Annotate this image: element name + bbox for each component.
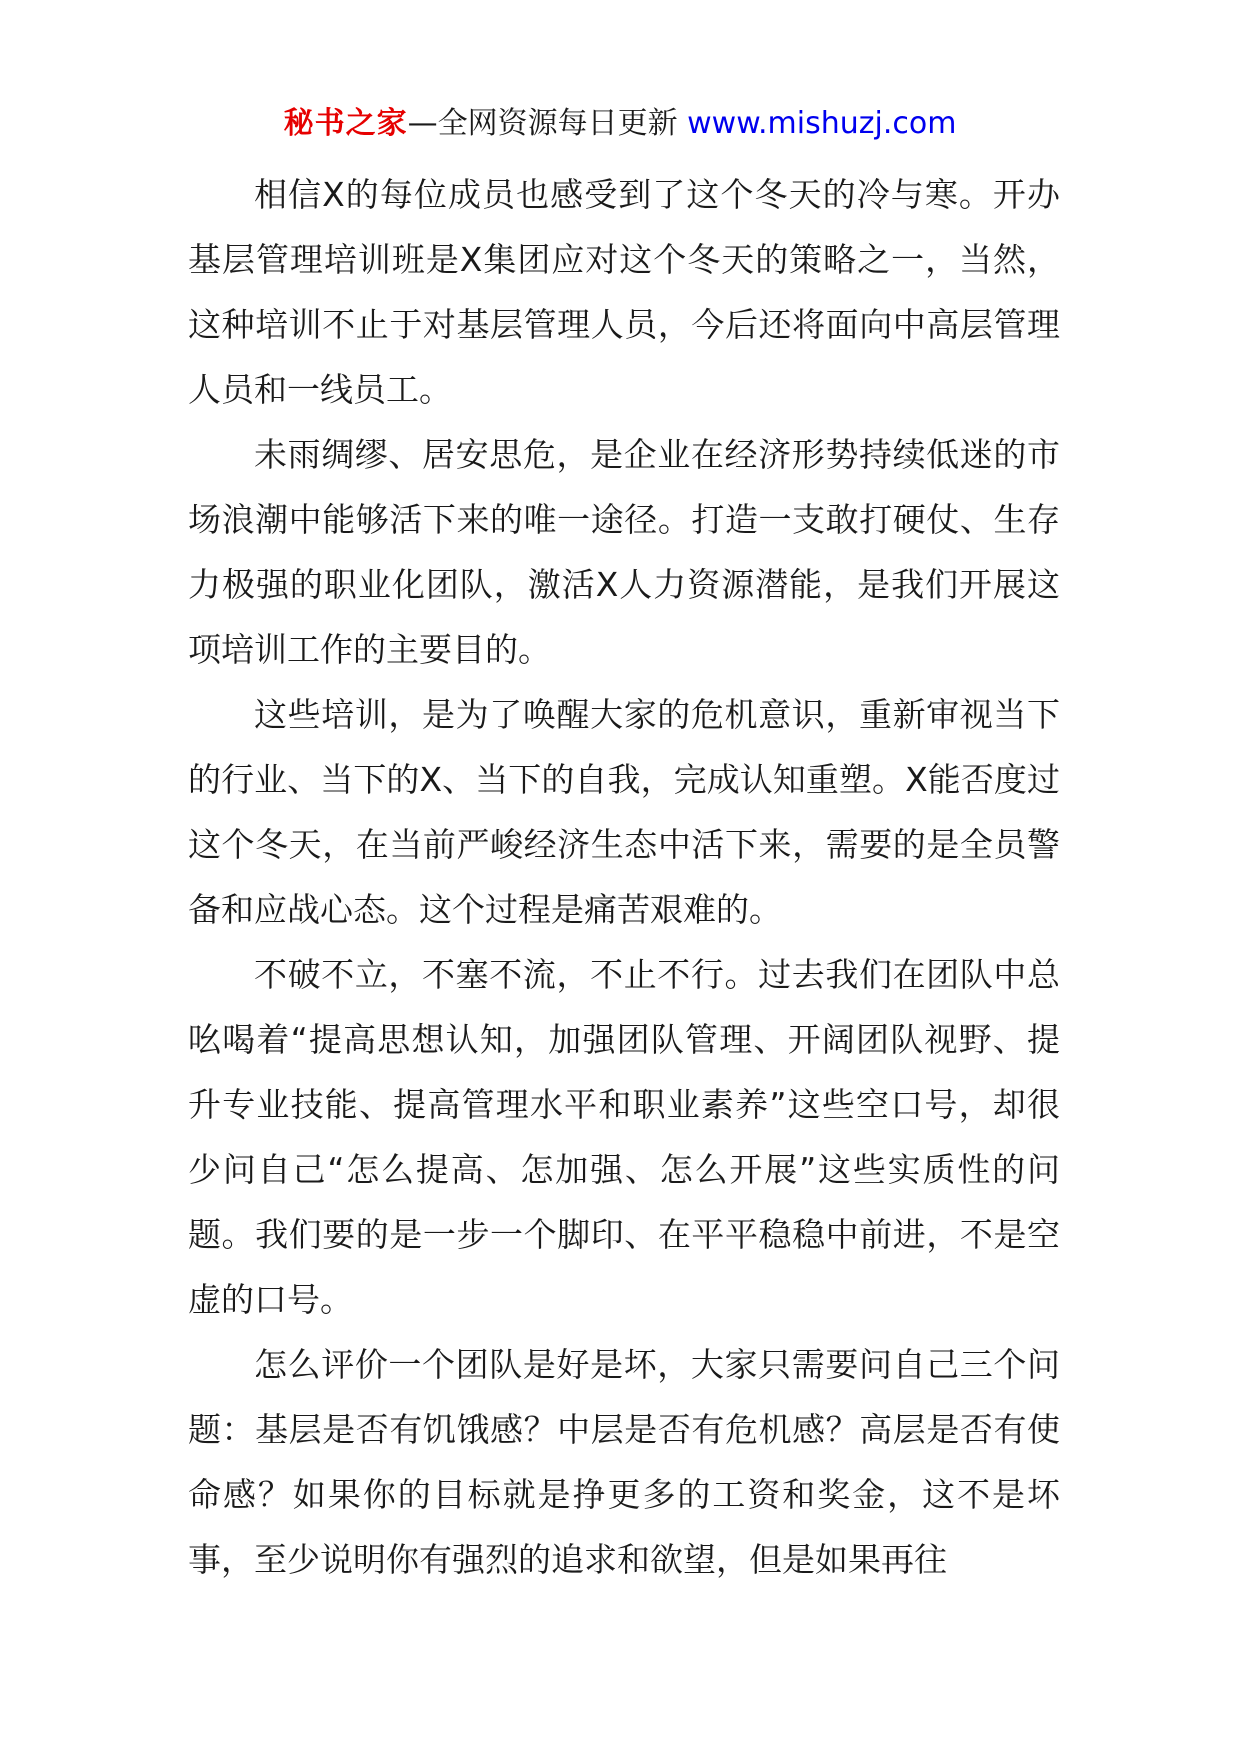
paragraph: 相信X的每位成员也感受到了这个冬天的冷与寒。开办基层管理培训班是X集团应对这个冬天的策略之一，当然，这种培训不止于对基层管理人员，今后还将面向中高层管理人员和一线员工。	[188, 175, 1060, 409]
site-tagline: —全网资源每日更新	[407, 106, 678, 141]
document-body	[188, 162, 1060, 1592]
paragraph: 怎么评价一个团队是好是坏，大家只需要问自己三个问题：基层是否有饥饿感？中层是否有危机感？高层是否有使命感？如果你的目标就是挣更多的工资和奖金，这不是坏事，至少说明你有强烈的追求和欲望，但是如果再往	[188, 1345, 1060, 1579]
paragraph: 这些培训，是为了唤醒大家的危机意识，重新审视当下的行业、当下的X、当下的自我，完成认知重塑。X能否度过这个冬天，在当前严峻经济生态中活下来，需要的是全员警备和应战心态。这个过程是痛苦艰难的。	[188, 695, 1060, 929]
site-brand: 秘书之家	[283, 106, 408, 141]
paragraph: 不破不立，不塞不流，不止不行。过去我们在团队中总吆喝着“提高思想认知，加强团队管理、开阔团队视野、提升专业技能、提高管理水平和职业素养”这些空口号，却很少问自己“怎么提高、怎加强、怎么开展”这些实质性的问题。我们要的是一步一个脚印、在平平稳稳中前进，不是空虚的口号。	[188, 955, 1060, 1319]
paragraph: 未雨绸缪、居安思危，是企业在经济形势持续低迷的市场浪潮中能够活下来的唯一途径。打造一支敢打硬仗、生存力极强的职业化团队，激活X人力资源潜能，是我们开展这项培训工作的主要目的。	[188, 435, 1060, 669]
site-url-link[interactable]: www.mishuzj.com	[687, 106, 957, 141]
page-header	[0, 104, 1240, 144]
